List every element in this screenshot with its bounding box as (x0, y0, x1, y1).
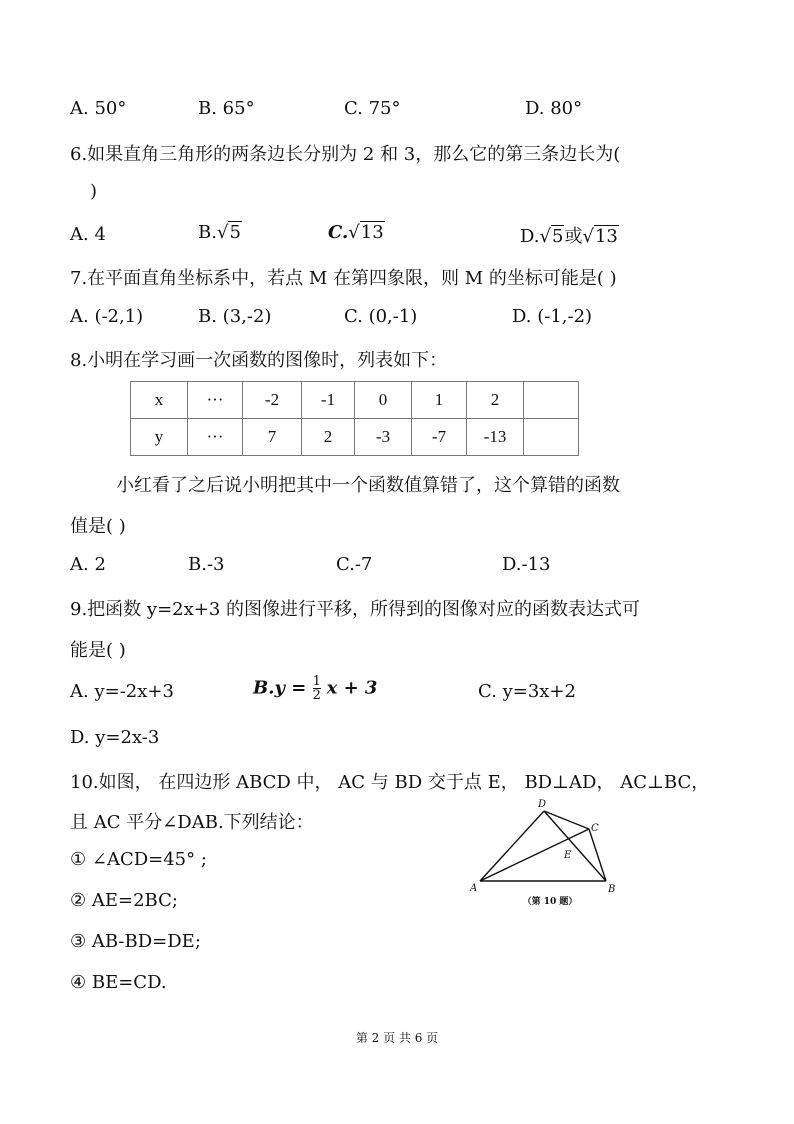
q9-stem-2: 能是( ) (70, 640, 126, 661)
segment-ac (480, 829, 589, 881)
q6-option-b (198, 222, 242, 243)
q6-option-c-radicand: 13 (360, 222, 384, 243)
table-cell: 1 (412, 382, 467, 419)
q10-stem-1: 10.如图， 在四边形 ABCD 中， AC 与 BD 交于点 E， BD⊥AD， AC⊥BC， (70, 772, 710, 793)
q6-option-d (520, 222, 619, 248)
q7-option-d: D. (-1,-2) (512, 306, 593, 327)
vertex-label-b: B (608, 884, 616, 895)
q9-stem-1: 9.把函数 y=2x+3 的图像进行平移，所得到的图像对应的函数表达式可 (70, 599, 641, 620)
vertex-label-d: D (538, 799, 547, 810)
fraction (313, 675, 321, 702)
fraction-numerator: 1 (312, 674, 321, 689)
q10-conclusion-4: ④ BE=CD. (70, 972, 167, 993)
table-cell: x (131, 382, 188, 419)
table-cell: y (131, 419, 188, 456)
q9-option-b-suffix: x + 3 (326, 677, 378, 699)
q7-option-c: C. (0,-1) (344, 306, 418, 327)
q8-continuation-1: 小红看了之后说小明把其中一个函数值算错了，这个算错的函数 (116, 475, 620, 496)
q9-option-a: A. y=-2x+3 (70, 681, 174, 702)
q9-option-b (253, 675, 377, 702)
q5-option-c: C. 75° (344, 98, 401, 119)
q9-option-c: C. y=3x+2 (478, 681, 576, 702)
segment-dc (544, 811, 589, 829)
q10-geometry-figure (462, 796, 632, 911)
q6-option-d-radicand-1: 5 (552, 226, 564, 247)
q6-option-c (328, 222, 385, 243)
q10-conclusion-1: ① ∠ACD=45° ; (70, 849, 207, 870)
q7-option-a: A. (-2,1) (70, 306, 144, 327)
table-cell: -13 (467, 419, 524, 456)
q7-stem: 7.在平面直角坐标系中，若点 M 在第四象限，则 M 的坐标可能是( ) (70, 268, 617, 289)
q6-option-d-or: 或 (564, 226, 583, 247)
table-cell: ··· (188, 419, 243, 456)
sqrt-icon: √13 (348, 222, 384, 243)
table-cell: 2 (302, 419, 355, 456)
vertex-label-c: C (591, 823, 599, 834)
table-cell: 7 (243, 419, 302, 456)
q6-stem-close: ) (90, 181, 98, 202)
table-cell: -3 (355, 419, 412, 456)
q6-option-d-radicand-2: 13 (594, 226, 618, 247)
q5-option-b: B. 65° (198, 98, 255, 119)
q8-option-a: A. 2 (70, 554, 106, 575)
q9-option-d: D. y=2x-3 (70, 727, 160, 748)
q8-option-b: B.-3 (188, 554, 225, 575)
q10-conclusion-2: ② AE=2BC; (70, 890, 178, 911)
segment-cb (589, 829, 606, 881)
table-cell: 2 (467, 382, 524, 419)
q6-option-c-prefix: C. (328, 222, 349, 243)
q10-conclusion-3: ③ AB-BD=DE; (70, 931, 201, 952)
table-cell: ··· (188, 382, 243, 419)
q6-stem: 6.如果直角三角形的两条边长分别为 2 和 3，那么它的第三条边长为( (70, 144, 621, 165)
page-footer: 第 2 页 共 6 页 (355, 1031, 439, 1045)
q8-option-d: D.-13 (502, 554, 551, 575)
q6-option-d-prefix: D. (520, 226, 540, 247)
vertex-label-e: E (564, 850, 572, 861)
vertex-label-a: A (470, 883, 478, 894)
table-cell: -2 (243, 382, 302, 419)
q8-continuation-2: 值是( ) (70, 516, 126, 537)
table-row (131, 382, 579, 419)
sqrt-icon: √5 (216, 222, 241, 243)
q7-option-b: B. (3,-2) (198, 306, 272, 327)
table-row (131, 419, 579, 456)
q5-option-a: A. 50° (70, 98, 127, 119)
q5-option-d: D. 80° (525, 98, 583, 119)
table-cell (524, 382, 579, 419)
table-cell: -7 (412, 419, 467, 456)
q8-option-c: C.-7 (336, 554, 373, 575)
q8-value-table (130, 381, 579, 456)
table-cell: 0 (355, 382, 412, 419)
segment-ad (480, 811, 544, 881)
sqrt-icon: √5 (539, 226, 564, 247)
fraction-denominator: 2 (312, 688, 321, 703)
q9-option-b-prefix: B.y = (253, 677, 313, 699)
figure-caption: （第 10 题） (522, 897, 578, 907)
table-cell (524, 419, 579, 456)
q6-option-a: A. 4 (70, 224, 106, 245)
sqrt-icon: √13 (582, 226, 618, 247)
q10-stem-2: 且 AC 平分∠DAB.下列结论： (70, 812, 314, 833)
q6-option-b-radicand: 5 (229, 222, 241, 243)
table-cell: -1 (302, 382, 355, 419)
q6-option-b-prefix: B. (198, 222, 217, 243)
q8-stem: 8.小明在学习画一次函数的图像时，列表如下： (70, 350, 448, 371)
